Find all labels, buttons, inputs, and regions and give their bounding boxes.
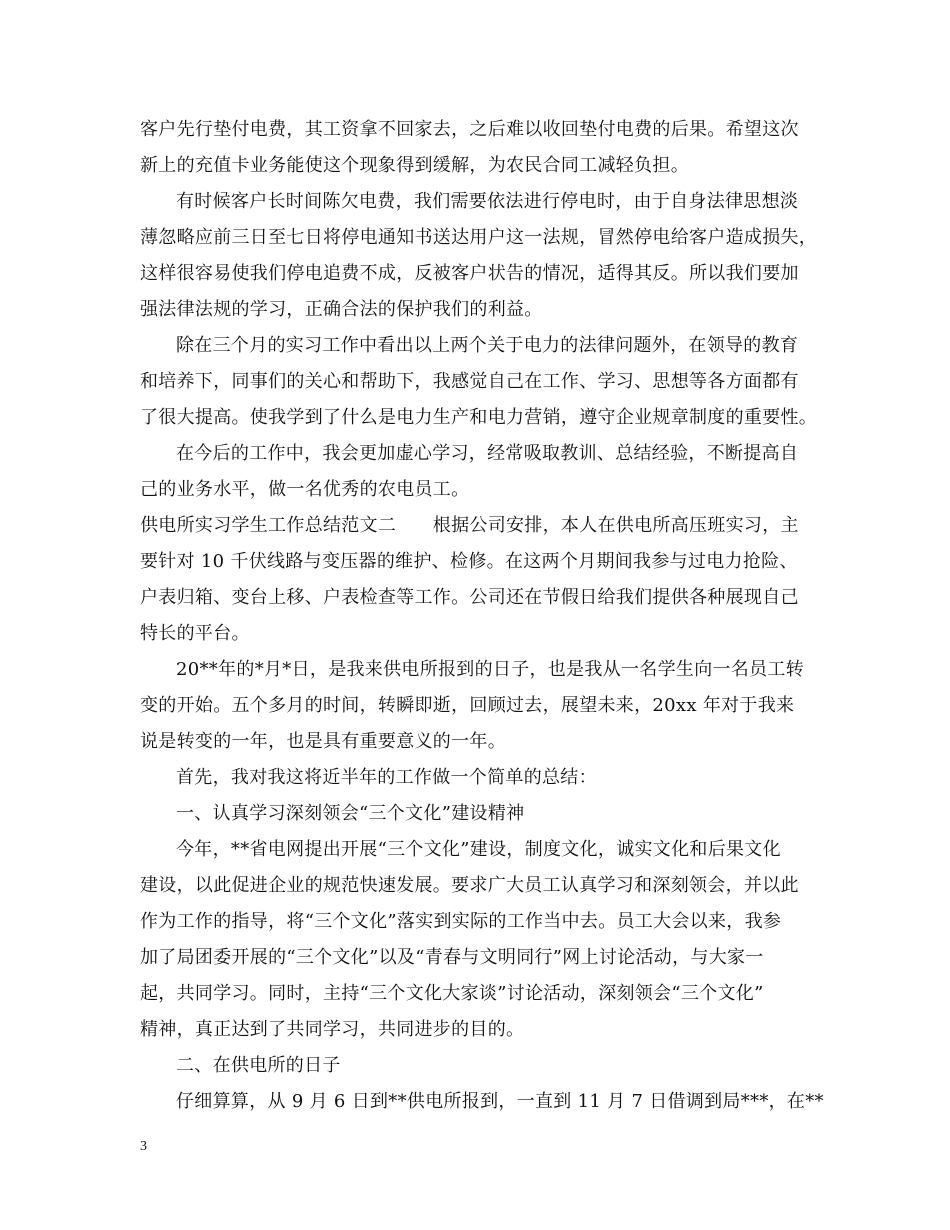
- text-line: 20**年的*月*日，是我来供电所报到的日子，也是我从一名学生向一名员工转: [176, 659, 805, 680]
- text-line: 薄忽略应前三日至七日将停电通知书送达用户这一法规，冒然停电给客户造成损失，: [140, 227, 818, 248]
- text-line: 变的开始。五个多月的时间，转瞬即逝，回顾过去，展望未来，20xx 年对于我来: [140, 695, 795, 716]
- text-line: 今年，**省电网提出开展“三个文化”建设，制度文化，诚实文化和后果文化: [176, 839, 781, 860]
- page-number: 3: [140, 1139, 147, 1154]
- text-line: 己的业务水平，做一名优秀的农电员工。: [140, 479, 470, 500]
- text-line: 精神，真正达到了共同学习，共同进步的目的。: [140, 1019, 525, 1040]
- text-line: 新上的充值卡业务能使这个现象得到缓解，为农民合同工减轻负担。: [140, 155, 689, 176]
- text-line: 说是转变的一年，也是具有重要意义的一年。: [140, 731, 506, 752]
- text-line: 首先，我对我这将近半年的工作做一个简单的总结：: [176, 767, 597, 788]
- text-line: 在今后的工作中，我会更加虚心学习，经常吸取教训、总结经验，不断提高自: [176, 443, 799, 464]
- text-line: 特长的平台。: [140, 623, 250, 644]
- text-line: 有时候客户长时间陈欠电费，我们需要依法进行停电时，由于自身法律思想淡: [176, 191, 799, 212]
- text-line: 除在三个月的实习工作中看出以上两个关于电力的法律问题外，在领导的教育: [176, 335, 799, 356]
- text-line: 作为工作的指导，将“三个文化”落实到实际的工作当中去。员工大会以来，我参: [140, 911, 782, 932]
- subheading-line: 二、在供电所的日子: [176, 1055, 341, 1076]
- text-line: 强法律法规的学习，正确合法的保护我们的利益。: [140, 299, 543, 320]
- text-line: 要针对 10 千伏线路与变压器的维护、检修。在这两个月期间我参与过电力抢险、: [140, 551, 798, 572]
- subheading-line: 一、认真学习深刻领会“三个文化”建设精神: [176, 803, 525, 824]
- text-line: 仔细算算，从 9 月 6 日到**供电所报到，一直到 11 月 7 日借调到局***，在**: [176, 1091, 824, 1112]
- text-line: 客户先行垫付电费，其工资拿不回家去，之后难以收回垫付电费的后果。希望这次: [140, 119, 799, 140]
- text-line: 起，共同学习。同时，主持“三个文化大家谈”讨论活动，深刻领会“三个文化”: [140, 983, 764, 1004]
- text-line: 了很大提高。使我学到了什么是电力生产和电力营销，遵守企业规章制度的重要性。: [140, 407, 818, 428]
- section-heading-line: 供电所实习学生工作总结范文二 根据公司安排，本人在供电所高压班实习，主: [140, 515, 799, 536]
- text-line: 建设，以此促进企业的规范快速发展。要求广大员工认真学习和深刻领会，并以此: [140, 875, 799, 896]
- text-line: 这样很容易使我们停电追费不成，反被客户状告的情况，适得其反。所以我们要加: [140, 263, 799, 284]
- text-line: 户表归箱、变台上移、户表检查等工作。公司还在节假日给我们提供各种展现自己: [140, 587, 799, 608]
- text-line: 和培养下，同事们的关心和帮助下，我感觉自己在工作、学习、思想等各方面都有: [140, 371, 799, 392]
- text-line: 加了局团委开展的“三个文化”以及“青春与文明同行”网上讨论活动，与大家一: [140, 947, 764, 968]
